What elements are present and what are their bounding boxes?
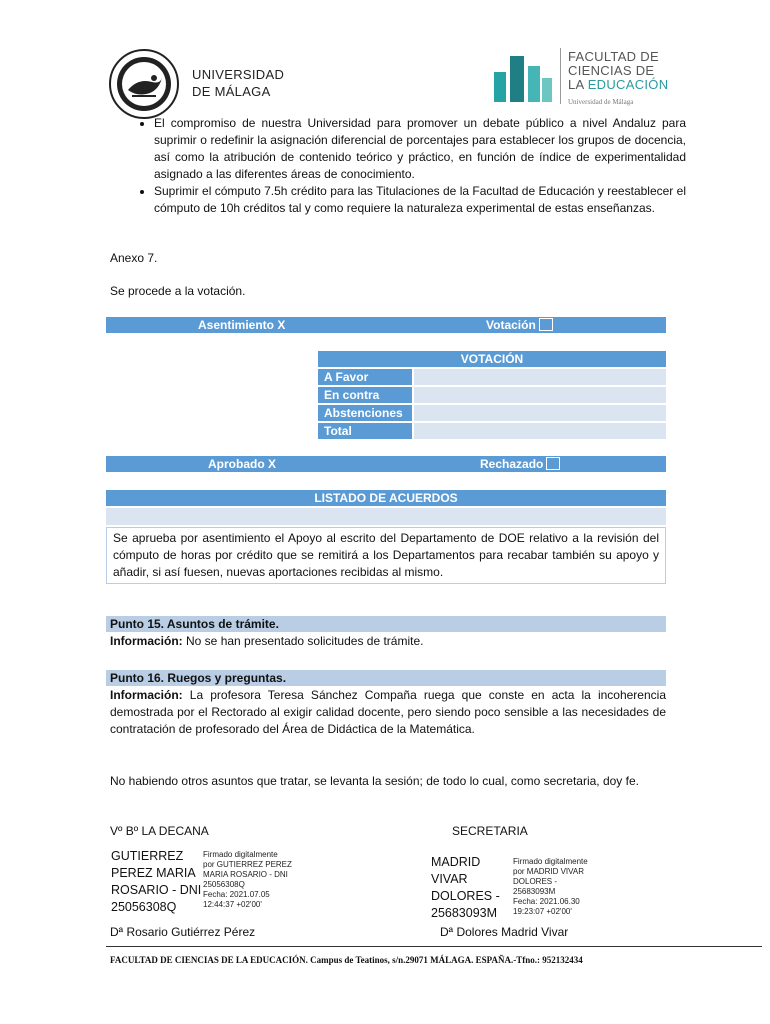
- faculty-name: FACULTAD DE CIENCIAS DE LA EDUCACIÓN: [568, 49, 669, 92]
- proposal-list: [128, 115, 686, 217]
- info-text: No se han presentado solicitudes de trámite.: [182, 634, 424, 648]
- vote-mode-bar: [106, 317, 666, 333]
- list-item: • Suprimir el cómputo 7.5h crédito para las Titulaciones de la Facultad de Educación y reestablecer el cómputo de 10h créditos tal y como requiere la naturaleza experimental de estas enseñanzas.: [154, 183, 686, 217]
- secretary-signature-name: MADRID VIVAR DOLORES - 25683093M: [431, 855, 500, 920]
- agreements-text: Se aprueba por asentimiento el Apoyo al escrito del Departamento de DOE relativo a la revisión del cómputo de horas por crédito que se remitirá a los Departamentos para recabar también su apoyo y añadir, si así fuesen, nuevas aportaciones recibidas al mismo.: [106, 527, 666, 584]
- secretary-printed-name: Dª Dolores Madrid Vivar: [440, 925, 569, 939]
- dean-printed-name: Dª Rosario Gutiérrez Pérez: [110, 925, 256, 939]
- table-row: En contra: [318, 387, 666, 403]
- vote-result-bar: [106, 456, 666, 472]
- footer-divider: [106, 946, 762, 947]
- rejected-checkbox[interactable]: [546, 457, 560, 470]
- agreements-section: [106, 490, 666, 584]
- vote-value-cell[interactable]: [414, 405, 666, 421]
- university-seal-logo: [108, 48, 180, 120]
- agreements-title: LISTADO DE ACUERDOS: [106, 490, 666, 506]
- faculty-logo: [494, 50, 552, 102]
- vote-table: [318, 351, 666, 439]
- vote-value-cell[interactable]: [414, 387, 666, 403]
- info-label: Información:: [110, 688, 183, 702]
- vote-value-cell[interactable]: [414, 369, 666, 385]
- punto15-title: Punto 15. Asuntos de trámite.: [106, 616, 666, 632]
- info-label: Información:: [110, 634, 183, 648]
- secretary-signature-meta: Firmado digitalmente por MADRID VIVAR DOLORES - 25683093M Fecha: 2021.06.30 19:23:07 +02'00': [513, 857, 588, 916]
- approved-label: Aprobado X: [208, 457, 276, 471]
- vote-intro: Se procede a la votación.: [110, 284, 246, 298]
- faculty-subtitle: Universidad de Málaga: [568, 98, 634, 106]
- agreements-spacer: [106, 508, 666, 525]
- assent-label: Asentimiento X: [198, 318, 286, 332]
- punto16-section: [106, 670, 666, 738]
- punto15-section: [106, 616, 666, 650]
- rejected-label: Rechazado: [480, 457, 544, 471]
- annex-ref: Anexo 7.: [110, 251, 158, 265]
- table-row: Abstenciones: [318, 405, 666, 421]
- closing-text: No habiendo otros asuntos que tratar, se levanta la sesión; de todo lo cual, como secretaria, doy fe.: [110, 774, 639, 788]
- dean-signature-name: GUTIERREZ PEREZ MARIA ROSARIO - DNI 25056308Q: [111, 849, 202, 914]
- vote-label: Votación: [486, 318, 536, 332]
- info-text: La profesora Teresa Sánchez Compaña ruega que conste en acta la incoherencia demostrada por el Rectorado al exigir calidad docente, pero siendo poco sensible a las necesidades de contratación de profesorado del Área de Didáctica de la Matemática.: [110, 688, 666, 736]
- dean-role: Vº Bº LA DECANA: [110, 824, 209, 838]
- vote-table-title: VOTACIÓN: [318, 351, 666, 367]
- table-row: Total: [318, 423, 666, 439]
- punto16-title: Punto 16. Ruegos y preguntas.: [106, 670, 666, 686]
- vote-checkbox[interactable]: [539, 318, 553, 331]
- secretary-role: SECRETARIA: [452, 824, 528, 838]
- dean-signature-meta: Firmado digitalmente por GUTIERREZ PEREZ MARIA ROSARIO - DNI 25056308Q Fecha: 2021.07.05 12:44:37 +02'00': [203, 850, 292, 909]
- list-item: • El compromiso de nuestra Universidad para promover un debate público a nivel Andaluz para suprimir o redefinir la asignación diferencial de porcentajes para establecer los grupos de docencia, así como la atribución de contenido teórico y práctico, en función de índice de experimentalidad asignado a las diferentes áreas de conocimiento.: [154, 115, 686, 183]
- logo-divider: [560, 48, 561, 104]
- vote-value-cell[interactable]: [414, 423, 666, 439]
- university-name: UNIVERSIDAD DE MÁLAGA: [192, 67, 285, 99]
- page-footer: FACULTAD DE CIENCIAS DE LA EDUCACIÓN. Campus de Teatinos, s/n.29071 MÁLAGA. ESPAÑA.-Tfno.: 952132434: [110, 955, 583, 965]
- table-row: A Favor: [318, 369, 666, 385]
